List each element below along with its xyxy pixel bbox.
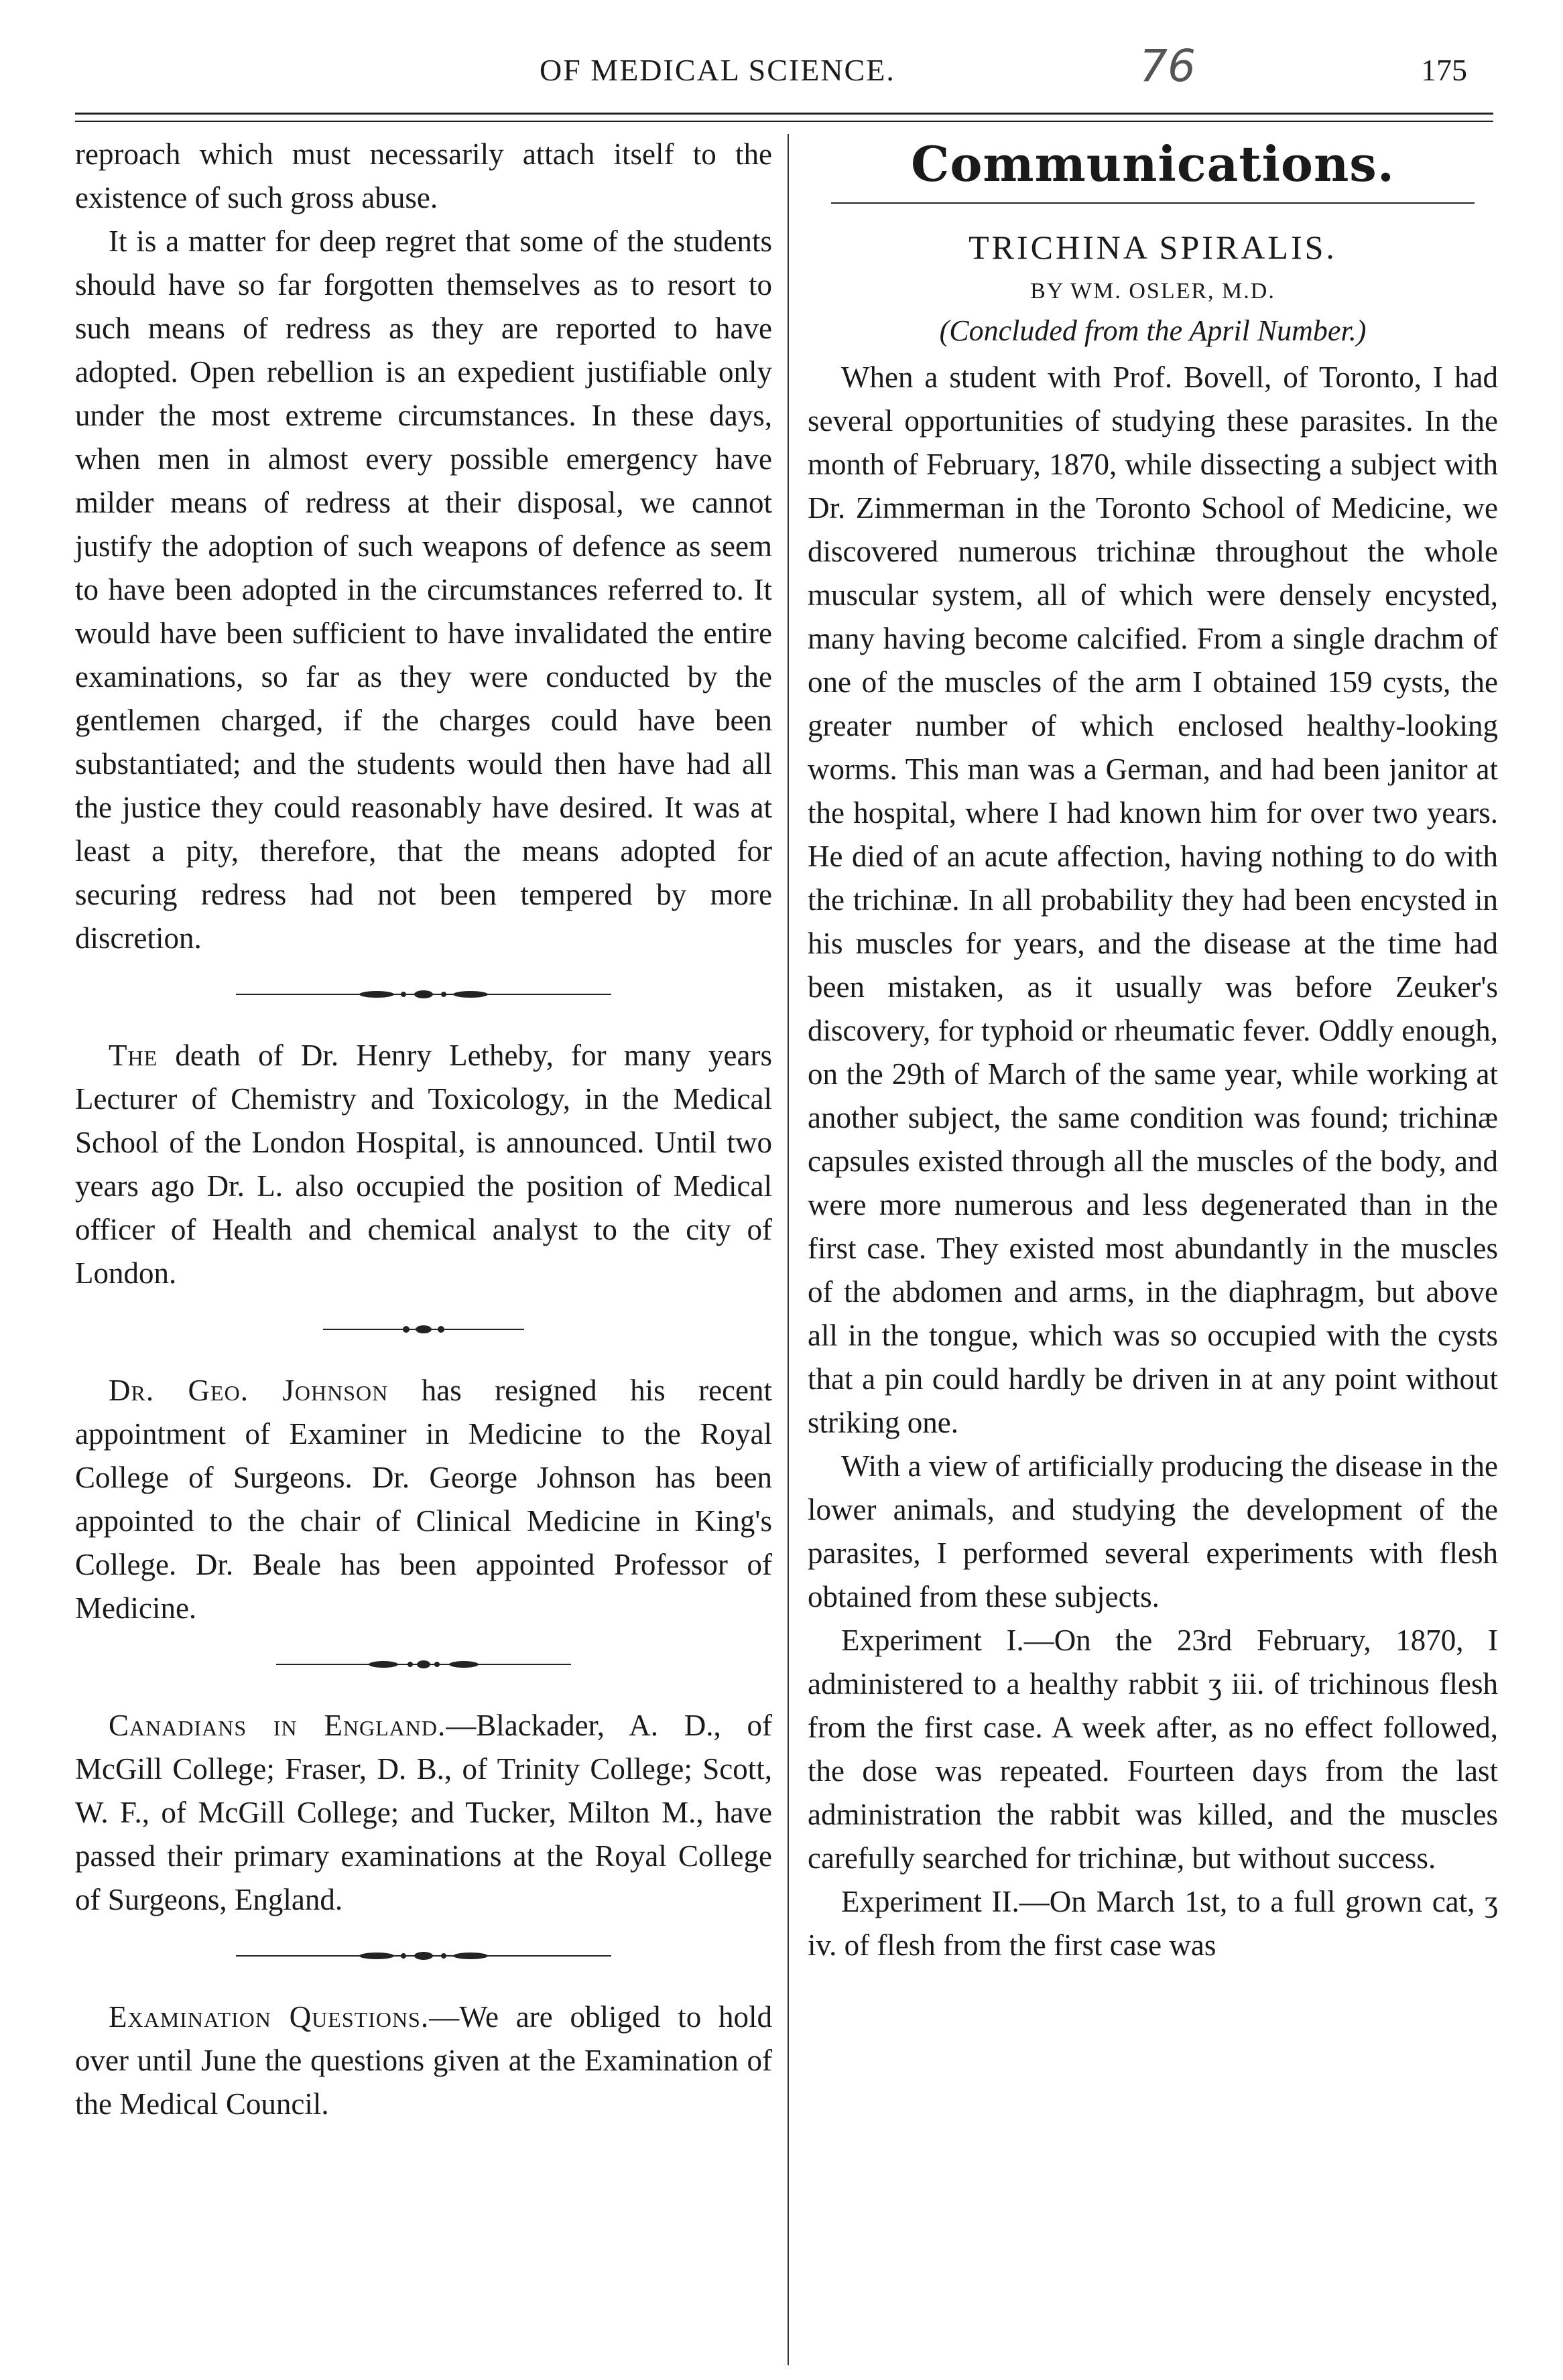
running-title: OF MEDICAL SCIENCE. bbox=[540, 53, 895, 87]
editorial-paragraph-continued: reproach which must necessarily attach itself to the existence of such gross abuse. bbox=[75, 137, 772, 214]
notice-canadians bbox=[75, 1704, 772, 1922]
right-column bbox=[808, 133, 1498, 1967]
left-column bbox=[75, 133, 772, 2126]
ornament-rule-icon bbox=[276, 1660, 571, 1669]
notice-body: has resigned his recent appointment of Examiner in Medicine to the Royal College of Surgeons. Dr. George Johnson has been appointed to the chair of Clinical Medicine in King's College. Dr. Beale has been appointed Professor of Medicine. bbox=[75, 1374, 772, 1625]
page-number: 175 bbox=[1421, 53, 1467, 87]
notice-body: —We are obliged to hold over until June the questions given at the Examination of the Medical Council. bbox=[75, 2000, 772, 2121]
column-divider bbox=[788, 134, 789, 2365]
section-rule bbox=[831, 202, 1475, 204]
running-head bbox=[0, 40, 1563, 106]
editorial-paragraph: It is a matter for deep regret that some of the students should have so far forgotten themselves as to resort to such means of redress as they are reported to have adopted. Open rebellion is an expedient justifiable only under the most extreme circumstances. In these days, when men in almost every possible emergency have milder means of redress at their disposal, we cannot justify the adoption of such weapons of defence as seem to have been adopted in the circumstances referred to. It would have been sufficient to have invalidated the entire examinations, so far as they were conducted by the gentlemen charged, if the charges could have been substantiated; and the students would then have had all the justice they could reasonably have desired. It was at least a pity, therefore, that the means adopted for securing redress had not been tempered by more discretion. bbox=[75, 224, 772, 955]
article-paragraph: With a view of artificially producing the disease in the lower animals, and studying the development of the parasites, I performed several experiments with flesh obtained from these subjects. bbox=[808, 1449, 1498, 1613]
ornament-rule-icon bbox=[236, 990, 611, 999]
experiment-paragraph: Experiment II.—On March 1st, to a full grown cat, ʒ iv. of flesh from the first case was bbox=[808, 1885, 1498, 1962]
notice-examination-questions bbox=[75, 1995, 772, 2126]
ornamental-divider bbox=[75, 990, 772, 999]
handwritten-page-mark: 76 bbox=[1139, 40, 1196, 92]
ornamental-divider bbox=[75, 1951, 772, 1961]
notice-johnson bbox=[75, 1369, 772, 1630]
header-rule-bottom bbox=[75, 121, 1493, 122]
notice-lead: Examination Questions. bbox=[109, 2000, 430, 2034]
article-byline: BY WM. OSLER, M.D. bbox=[1030, 279, 1275, 304]
ornamental-divider bbox=[75, 1325, 772, 1334]
notice-lead: The bbox=[109, 1039, 158, 1072]
ornamental-divider bbox=[75, 1660, 772, 1669]
notice-letheby bbox=[75, 1034, 772, 1295]
ornament-rule-icon bbox=[236, 1951, 611, 1961]
notice-lead: Dr. Geo. Johnson bbox=[109, 1374, 389, 1407]
article-title: TRICHINA SPIRALIS. bbox=[968, 228, 1337, 266]
header-rule-top bbox=[75, 113, 1493, 115]
notice-body: death of Dr. Henry Letheby, for many years Lecturer of Chemistry and Toxicology, in the Medical School of the London Hospital, is announced. Until two years ago Dr. L. also occupied the position of Medical officer of Health and chemical analyst to the city of London. bbox=[75, 1039, 772, 1290]
experiment-paragraph: Experiment I.—On the 23rd February, 1870, I administered to a healthy rabbit ʒ iii. of trichinous flesh from the first case. A week after, as no effect followed, the dose was repeated. Fourteen days from the last administration the rabbit was killed, and the muscles carefully searched for trichinæ, but without success. bbox=[808, 1624, 1498, 1875]
notice-body: —Blackader, A. D., of McGill College; Fraser, D. B., of Trinity College; Scott, W. F., of McGill College; and Tucker, Milton M., have passed their primary examinations at the Royal College of Surgeons, England. bbox=[75, 1709, 772, 1916]
continuation-note: (Concluded from the April Number.) bbox=[939, 314, 1367, 347]
article-paragraph: When a student with Prof. Bovell, of Toronto, I had several opportunities of studying these parasites. In the month of February, 1870, while dissecting a subject with Dr. Zimmerman in the Toronto School of Medicine, we discovered numerous trichinæ throughout the whole muscular system, all of which were densely encysted, many having become calcified. From a single drachm of one of the muscles of the arm I obtained 159 cysts, the greater number of which enclosed healthy-looking worms. This man was a German, and had been janitor at the hospital, where I had known him for over two years. He died of an acute affection, having nothing to do with the trichinæ. In all probability they had been encysted in his muscles for years, and the disease at the time had been mistaken, as it usually was before Zeuker's discovery, for typhoid or rheumatic fever. Oddly enough, on the 29th of March of the same year, while working at another subject, the same condition was found; trichinæ capsules existed through all the muscles of the body, and were more numerous and less degenerated than in the first case. They existed most abundantly in the muscles of the abdomen and arms, in the diaphragm, but above all in the tongue, which was so occupied with the cysts that a pin could hardly be driven in at any point without striking one. bbox=[808, 360, 1498, 1439]
section-heading: Communications. bbox=[911, 135, 1395, 192]
ornament-rule-icon bbox=[323, 1325, 524, 1334]
notice-lead: Canadians in England. bbox=[109, 1709, 446, 1742]
